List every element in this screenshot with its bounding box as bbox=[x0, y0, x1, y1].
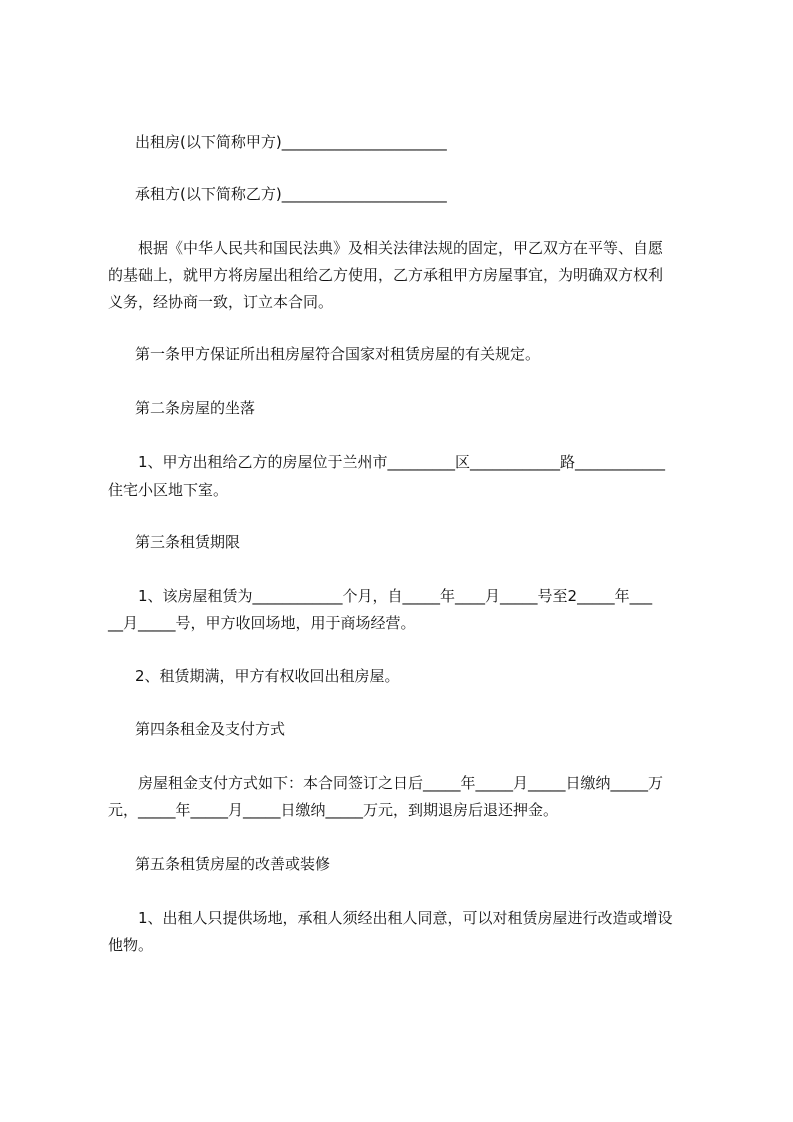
article-3-item-1-line-1: 1、该房屋租赁为____________个月，自_____年____月_____号至2_____年___ bbox=[138, 587, 653, 605]
preamble-line-3: 义务，经协商一致，订立本合同。 bbox=[108, 293, 334, 311]
article-4-line-2: 元，_____年_____月_____日缴纳_____万元，到期退房后退还押金。 bbox=[108, 801, 559, 819]
article-5-item-1-line-1: 1、出租人只提供场地，承租人须经出租人同意，可以对租赁房屋进行改造或增设 bbox=[138, 909, 673, 927]
article-4-title: 第四条租金及支付方式 bbox=[135, 720, 286, 738]
article-5-item-1-line-2: 他物。 bbox=[108, 936, 154, 954]
preamble-line-1: 根据《中华人民共和国民法典》及相关法律法规的固定，甲乙双方在平等、自愿 bbox=[138, 239, 664, 257]
article-1: 第一条甲方保证所出租房屋符合国家对租赁房屋的有关规定。 bbox=[135, 345, 541, 363]
article-5-title: 第五条租赁房屋的改善或装修 bbox=[135, 855, 331, 873]
preamble-line-2: 的基础上，就甲方将房屋出租给乙方使用，乙方承租甲方房屋事宜，为明确双方权利 bbox=[108, 266, 664, 284]
article-2-item-1-line-2: 住宅小区地下室。 bbox=[108, 481, 229, 499]
article-3-title: 第三条租赁期限 bbox=[135, 533, 241, 551]
lessor-line: 出租房(以下简称甲方)______________________ bbox=[135, 133, 447, 151]
article-2-item-1-line-1: 1、甲方出租给乙方的房屋位于兰州市_________区____________路____________ bbox=[138, 453, 666, 471]
article-3-item-2: 2、租赁期满，甲方有权收回出租房屋。 bbox=[135, 667, 400, 685]
lessee-line: 承租方(以下简称乙方)______________________ bbox=[135, 185, 447, 203]
article-3-item-1-line-2: __月_____号，甲方收回场地，用于商场经营。 bbox=[108, 614, 416, 632]
article-4-line-1: 房屋租金支付方式如下：本合同签订之日后_____年_____月_____日缴纳_____万 bbox=[138, 774, 664, 792]
article-2-title: 第二条房屋的坐落 bbox=[135, 399, 256, 417]
